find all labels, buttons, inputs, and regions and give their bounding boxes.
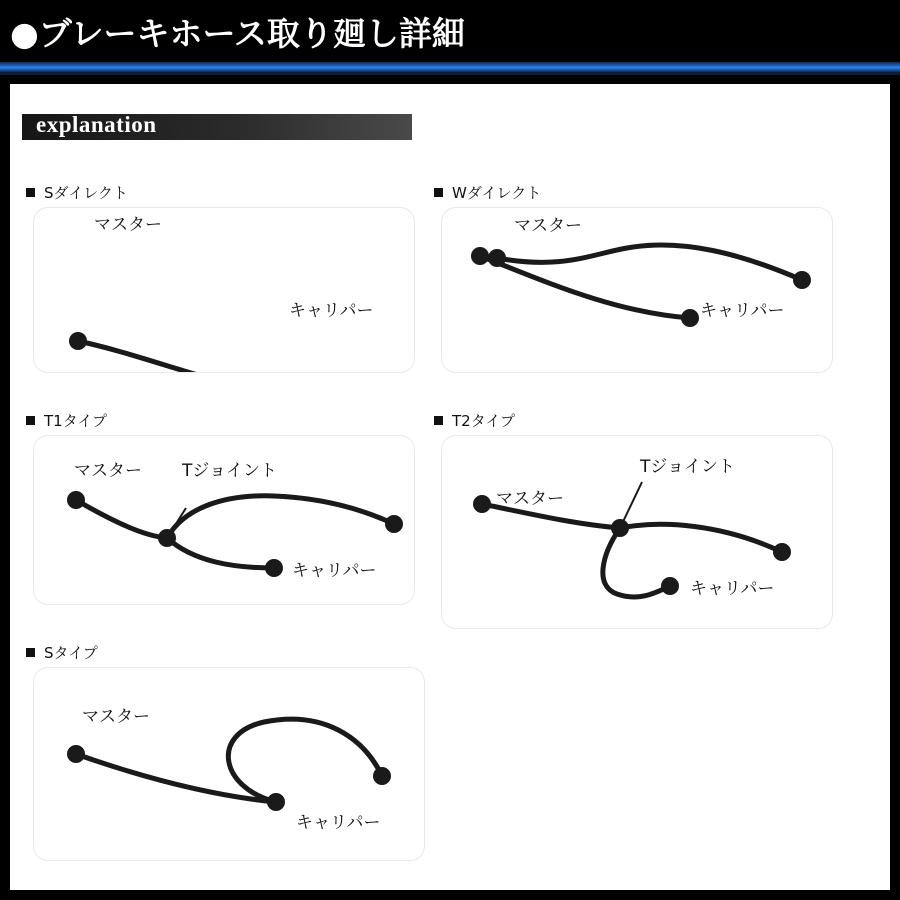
master-fitting [473, 495, 491, 513]
label-caliper: キャリパー [690, 579, 775, 599]
caliper-fitting-lower [681, 309, 699, 327]
s-type-svg [34, 668, 424, 860]
label-caliper: キャリパー [296, 813, 381, 833]
bullet-square-icon [26, 648, 35, 657]
label-master: マスター [514, 216, 582, 236]
caliper-fitting-lower [661, 577, 679, 595]
right-black-edge [890, 75, 900, 900]
caption-s-type [26, 642, 98, 663]
bullet-square-icon [26, 188, 35, 197]
loop-end-fitting [373, 767, 391, 785]
page-title: ●ブレーキホース取り廻し詳細 [10, 14, 465, 53]
t1-svg [34, 436, 414, 604]
hose-path-loop [228, 719, 382, 802]
hose-path-joint-lower [167, 538, 274, 568]
label-joint: Tジョイント [182, 461, 278, 481]
caption-text: Wダイレクト [452, 184, 542, 202]
hose-path-master-caliper [76, 754, 276, 802]
caliper-fitting-lower [265, 559, 283, 577]
hose-path-upper [497, 245, 802, 280]
hose-path-joint-right [167, 496, 394, 538]
caliper-fitting-right [793, 271, 811, 289]
page-header [0, 0, 900, 62]
explanation-heading [22, 114, 412, 140]
label-master: マスター [94, 215, 162, 235]
hose-path-lower [480, 256, 690, 318]
diagram-s-type [34, 668, 424, 860]
diagram-t1-type [34, 436, 414, 604]
label-caliper: キャリパー [700, 301, 785, 321]
header-dark-rule [0, 72, 900, 75]
caliper-fitting-right [385, 515, 403, 533]
caption-text: Sダイレクト [44, 184, 128, 202]
master-fitting [67, 491, 85, 509]
caliper-fitting-right [773, 543, 791, 561]
master-fitting [69, 332, 87, 350]
s-direct-svg [34, 208, 414, 372]
label-caliper: キャリパー [289, 301, 374, 321]
caption-text: Sタイプ [44, 644, 98, 662]
diagram-w-direct [442, 208, 832, 372]
caliper-fitting [267, 793, 285, 811]
master-fitting-lower [471, 247, 489, 265]
t-joint-fitting [158, 529, 176, 547]
hose-path-master-joint [76, 500, 167, 538]
footer-black-strip [0, 890, 900, 900]
t-joint-fitting [611, 519, 629, 537]
diagram-t2-type [442, 436, 832, 628]
label-master: マスター [496, 489, 564, 509]
explanation-label: explanation [36, 112, 157, 137]
hose-path-joint-right [620, 524, 782, 552]
label-caliper: キャリパー [292, 561, 377, 581]
diagram-s-direct [34, 208, 414, 372]
label-joint: Tジョイント [640, 457, 736, 477]
t2-svg [442, 436, 832, 628]
caption-text: T2タイプ [452, 412, 515, 430]
caption-t1-type [26, 410, 107, 431]
header-blue-rule [0, 62, 900, 72]
caption-w-direct [434, 182, 541, 203]
caption-text: T1タイプ [44, 412, 107, 430]
hose-path-joint-lower [603, 528, 670, 597]
label-master: マスター [82, 707, 150, 727]
hose-path [78, 341, 283, 372]
bullet-square-icon [434, 416, 443, 425]
caption-s-direct [26, 182, 128, 203]
master-fitting [67, 745, 85, 763]
w-direct-svg [442, 208, 832, 372]
bullet-square-icon [434, 188, 443, 197]
bullet-square-icon [26, 416, 35, 425]
caption-t2-type [434, 410, 515, 431]
content-sheet [10, 84, 890, 890]
master-fitting-upper [488, 249, 506, 267]
label-master: マスター [74, 461, 142, 481]
left-black-edge [0, 75, 10, 900]
